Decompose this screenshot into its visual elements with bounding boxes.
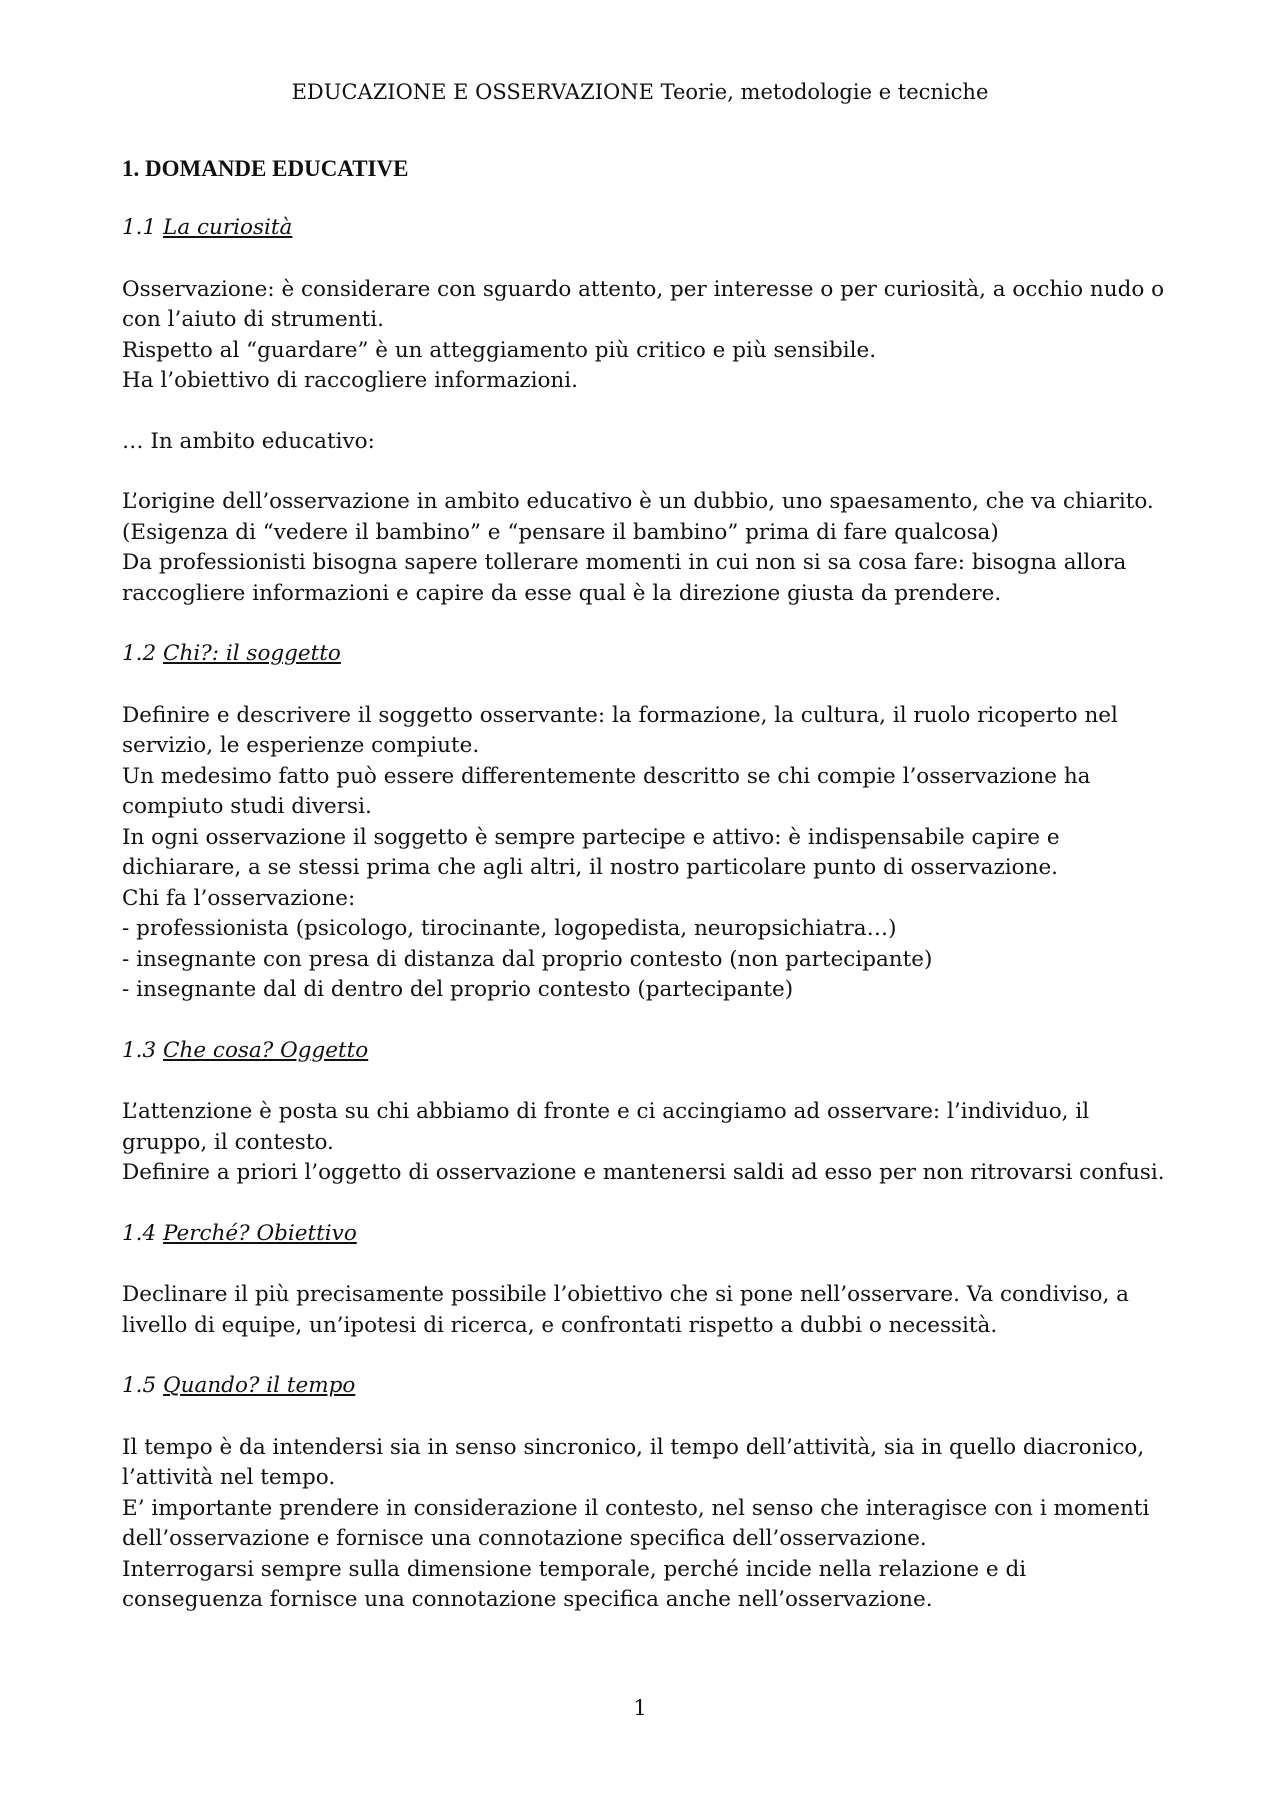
- paragraph: [122, 701, 1170, 1006]
- text-line: (Esigenza di “vedere il bambino” e “pensare il bambino” prima di fare qualcosa): [122, 519, 999, 545]
- text-line: - insegnante con presa di distanza dal proprio contesto (non partecipante): [122, 946, 933, 972]
- section-number: 1.5: [122, 1373, 157, 1398]
- text-line: E’ importante prendere in considerazione il contesto, nel senso che interagisce con i momenti dell’osservazione e fornisce una connotazione specifica dell’osservazione.: [122, 1495, 1150, 1551]
- text-line: L’origine dell’osservazione in ambito educativo è un dubbio, uno spaesamento, che va chiarito.: [122, 489, 1154, 514]
- text-line: Ha l’obiettivo di raccogliere informazioni.: [122, 368, 578, 393]
- text-line: L’attenzione è posta su chi abbiamo di fronte e ci accingiamo ad osservare: l’individuo, il gruppo, il contesto.: [122, 1099, 1090, 1155]
- text-line: Definire e descrivere il soggetto osservante: la formazione, la cultura, il ruolo ricoperto nel servizio, le esperienze compiute.: [122, 702, 1118, 758]
- text-line: - professionista (psicologo, tirocinante, logopedista, neuropsichiatra…): [122, 916, 897, 941]
- paragraph: [122, 275, 1170, 397]
- paragraph: [122, 1097, 1170, 1189]
- section-heading: [122, 1036, 1170, 1067]
- text-line: Interrogarsi sempre sulla dimensione temporale, perché incide nella relazione e di conseguenza fornisce una connotazione specifica anche nell’osservazione.: [122, 1556, 1027, 1612]
- section-number: 1.3: [122, 1037, 157, 1063]
- section-title: Che cosa? Oggetto: [163, 1037, 369, 1063]
- section-title: Quando? il tempo: [163, 1373, 356, 1398]
- text-line: Osservazione: è considerare con sguardo attento, per interesse o per curiosità, a occhio nudo o con l’aiuto di strumenti.: [122, 276, 1165, 332]
- section-title: La curiosità: [163, 215, 293, 240]
- section-heading: [122, 1371, 1170, 1402]
- document-body: [122, 154, 1170, 1646]
- section-number: 1.2: [122, 641, 157, 666]
- section-heading: [122, 1219, 1170, 1250]
- section-number: 1.1: [122, 215, 157, 240]
- text-line: … In ambito educativo:: [122, 428, 375, 454]
- text-line: Da professionisti bisogna sapere tollerare momenti in cui non si sa cosa fare: bisogna allora raccogliere informazioni e capire da esse qual è la direzione giusta da prendere.: [122, 550, 1127, 606]
- text-line: - insegnante dal di dentro del proprio contesto (partecipante): [122, 977, 794, 1002]
- paragraph: [122, 487, 1170, 609]
- sections-container: [122, 213, 1170, 1616]
- paragraph: [122, 1433, 1170, 1616]
- section-number: 1.4: [122, 1220, 157, 1246]
- paragraph: [122, 427, 1170, 458]
- section-heading: [122, 213, 1170, 244]
- running-header: EDUCAZIONE E OSSERVAZIONE Teorie, metodologie e tecniche: [291, 80, 989, 104]
- chapter-title: 1. DOMANDE EDUCATIVE: [122, 156, 409, 181]
- text-line: Rispetto al “guardare” è un atteggiamento più critico e più sensibile.: [122, 337, 877, 363]
- text-line: Definire a priori l’oggetto di osservazione e mantenersi saldi ad esso per non ritrovarsi confusi.: [122, 1160, 1165, 1185]
- section-heading: [122, 639, 1170, 670]
- text-line: Il tempo è da intendersi sia in senso sincronico, il tempo dell’attività, sia in quello diacronico, l’attività nel tempo.: [122, 1434, 1145, 1490]
- text-line: In ogni osservazione il soggetto è sempre partecipe e attivo: è indispensabile capire e dichiarare, a se stessi prima che agli altri, il nostro particolare punto di osservazione.: [122, 824, 1060, 880]
- section-title: Chi?: il soggetto: [163, 641, 341, 666]
- paragraph: [122, 1280, 1170, 1341]
- text-line: Chi fa l’osservazione:: [122, 885, 356, 911]
- page-number: 1: [633, 1696, 647, 1720]
- section-title: Perché? Obiettivo: [163, 1220, 357, 1246]
- text-line: Un medesimo fatto può essere differentemente descritto se chi compie l’osservazione ha compiuto studi diversi.: [122, 763, 1091, 819]
- text-line: Declinare il più precisamente possibile l’obiettivo che si pone nell’osservare. Va condiviso, a livello di equipe, un’ipotesi di ricerca, e confrontati rispetto a dubbi o necessità.: [122, 1282, 1129, 1338]
